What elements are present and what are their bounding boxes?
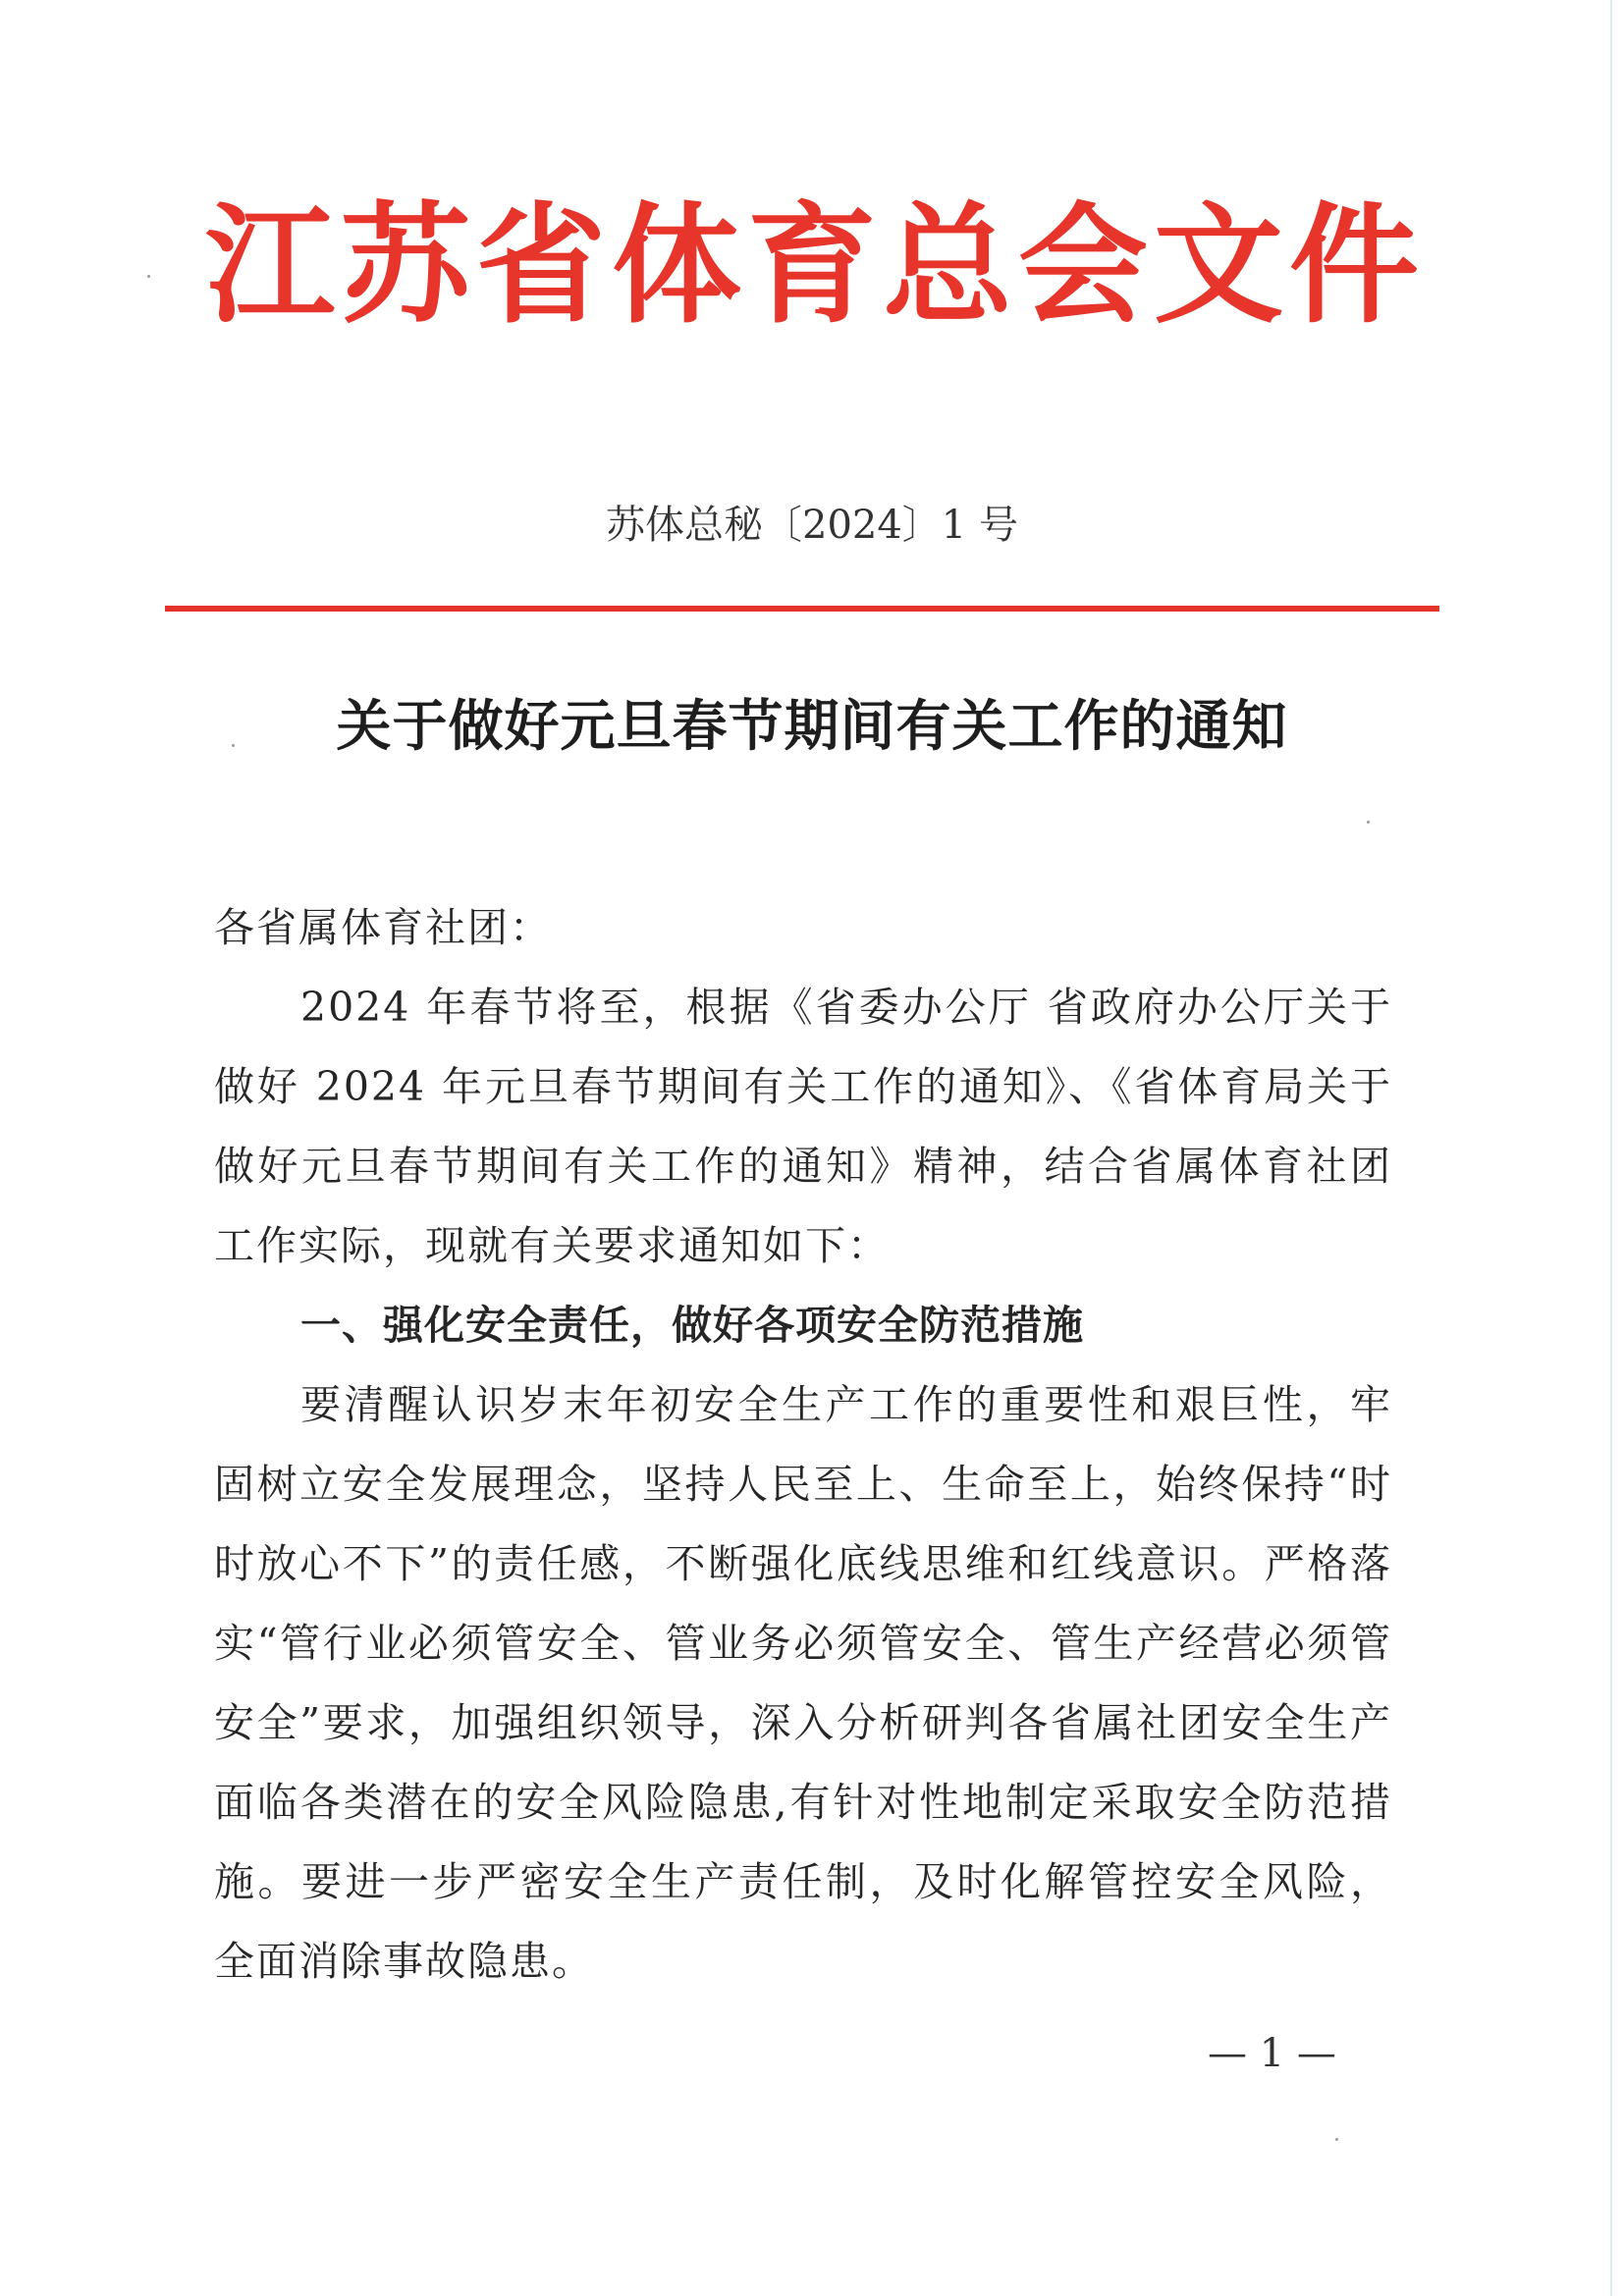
red-separator-line — [165, 606, 1439, 612]
document-title: 关于做好元旦春节期间有关工作的通知 — [336, 694, 1288, 759]
document-body — [214, 888, 1392, 2002]
scan-speck — [1367, 821, 1370, 824]
document-number: 苏体总秘〔2024〕1 号 — [606, 503, 1018, 548]
section-1-paragraph: 要清醒认识岁末年初安全生产工作的重要性和艰巨性，牢固树立安全发展理念，坚持人民至上、生命至上，始终保持“时时放心不下”的责任感，不断强化底线思维和红线意识。严格落实“管行业必须管安全、管业务必须管安全、管生产经营必须管安全”要求，加强组织领导，深入分析研判各省属社团安全生产面临各类潜在的安全风险隐患,有针对性地制定采取安全防范措施。要进一步严密安全生产责任制，及时化解管控安全风险，全面消除事故隐患。 — [214, 1381, 1392, 1985]
page-number: — 1 — — [1208, 2031, 1336, 2076]
scan-speck — [147, 275, 150, 278]
intro-paragraph: 2024 年春节将至，根据《省委办公厅 省政府办公厅关于做好 2024 年元旦春节期间有关工作的通知》、《省体育局关于做好元旦春节期间有关工作的通知》精神，结合省属体育社团工作实际，现就有关要求通知如下： — [214, 984, 1392, 1269]
scan-speck — [1335, 2138, 1338, 2141]
issuer-masthead: 江苏省体育总会文件 — [205, 190, 1425, 342]
scan-speck — [232, 744, 235, 747]
salutation: 各省属体育社团： — [214, 904, 552, 951]
scan-edge-line — [1610, 0, 1612, 2296]
section-1-heading: 一、强化安全责任，做好各项安全防范措施 — [300, 1302, 1084, 1349]
